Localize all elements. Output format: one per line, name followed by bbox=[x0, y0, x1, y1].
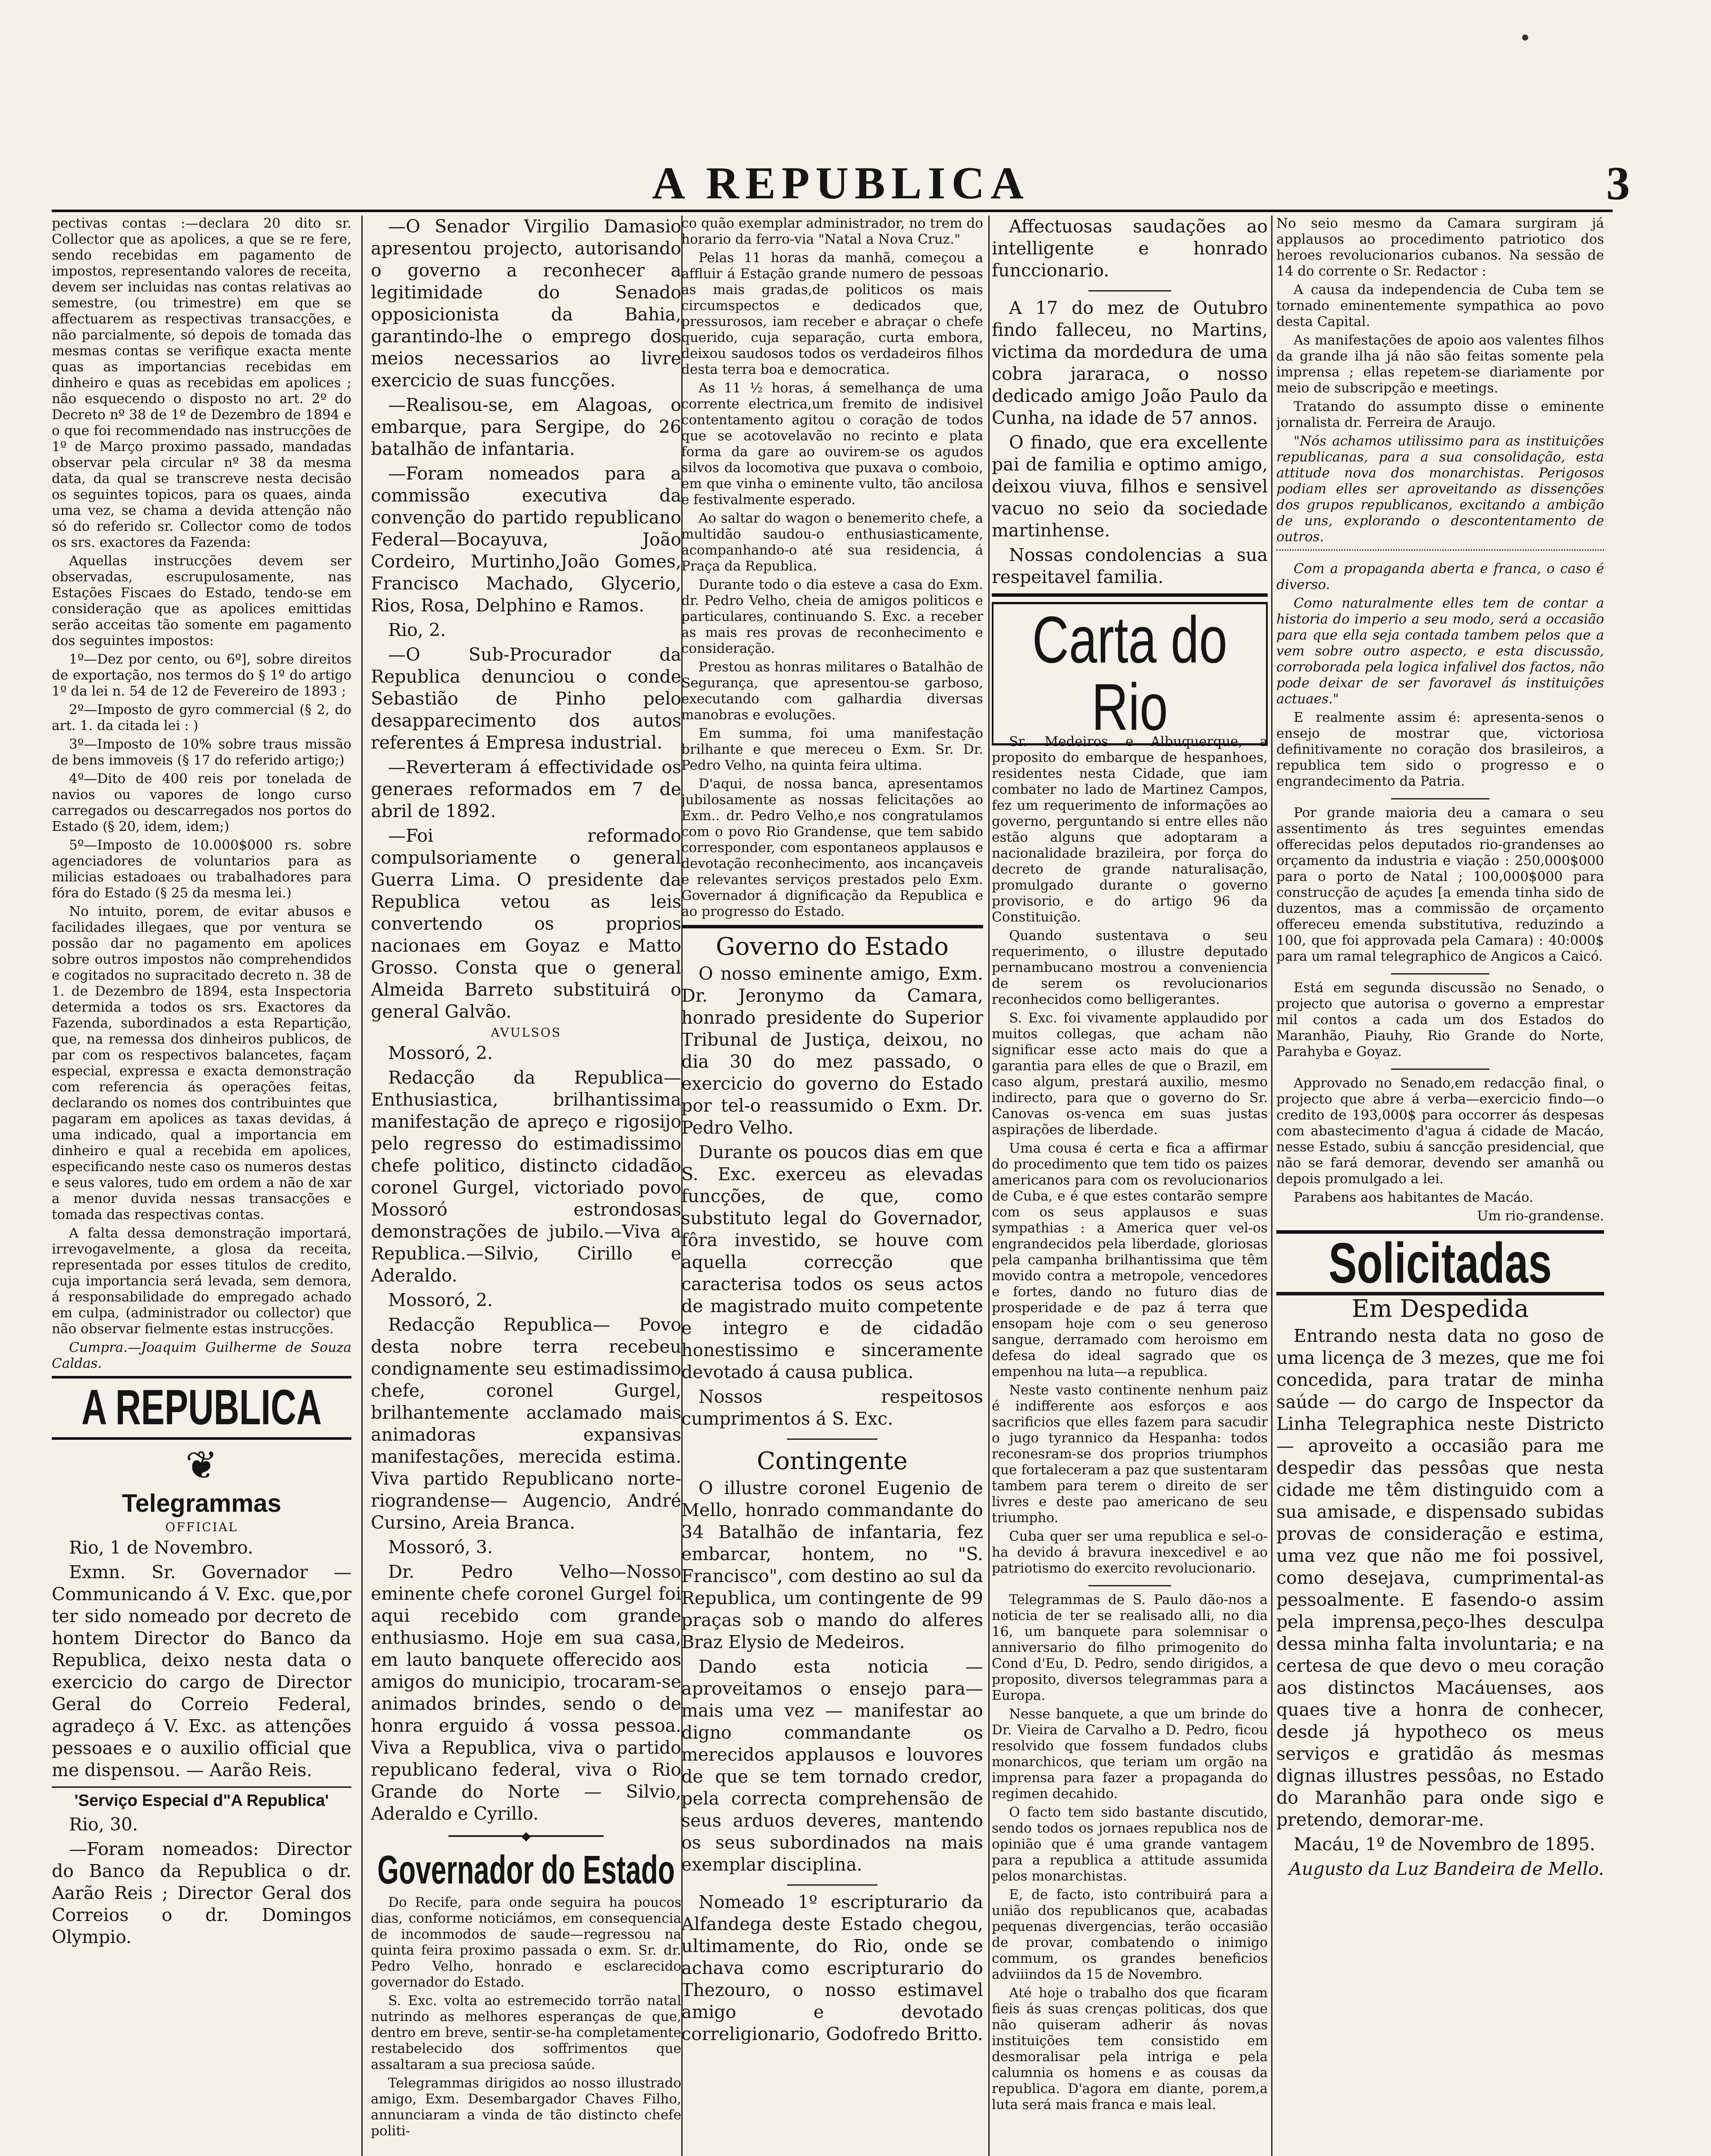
paragraph: A causa da independencia de Cuba tem se tornado eminentemente sympathica ao povo desta Capital. bbox=[1276, 282, 1604, 329]
divider bbox=[681, 1432, 983, 1445]
paragraph: Rio, 1 de Novembro. bbox=[69, 1537, 254, 1558]
paragraph: Nossos respeitosos cumprimentos á S. Exc. bbox=[681, 1386, 983, 1429]
page-number: 3 bbox=[1606, 157, 1630, 210]
subheading: OFFICIAL bbox=[165, 1520, 238, 1534]
section-heading: Governo do Estado bbox=[715, 933, 949, 961]
paragraph: Como naturalmente elles tem de contar a historia do imperio a seu modo, será a occasião para que ella seja contada tambem pelos que a vem sobre outro aspecto, e esta discussão, corroborada pela logica infalivel dos factos, não pode deixar de ser favoravel ás instituições actuaes." bbox=[1276, 595, 1604, 707]
paragraph: S. Exc. foi vivamente applaudido por muitos collegas, que acham não significar esse acto mais do que a garantia para elles de que o Brazil, em caso algum, prestará auxilio, mesmo indirecto, para que o governo do Sr. Canovas os-venca em suas justas aspirações de liberdade. bbox=[992, 1010, 1268, 1138]
paragraph: Por grande maioria deu a camara o seu assentimento ás tres seguintes emendas offerecidas pelos deputados rio-grandenses ao orçamento da industria e viação : 250,000$000 para o porto de Natal ; 100,000$000 para construcção de açudes [a emenda tinha sido de duzentos, mas a commissão de orçamento offereceu emenda substitutiva, reduzindo a 100, que foi approvada pela Camara) : 40:000$ para um ramal telegraphico de Angicos a Caicó. bbox=[1276, 805, 1604, 964]
paragraph: As manifestações de apoio aos valentes filhos da grande ilha já não são feitas somente pela imprensa ; ellas repetem-se diariamente por meio de subscripção e meetings. bbox=[1276, 332, 1604, 396]
paragraph: Está em segunda discussão no Senado, o projecto que autorisa o governo a emprestar mil contos a cada um dos Estados do Maranhão, Piauhy, Rio Grande do Norte, Parahyba e Goyaz. bbox=[1276, 980, 1604, 1059]
masthead bbox=[43, 157, 1639, 210]
section-heading: 'Serviço Especial d"A Republica' bbox=[52, 1786, 351, 1810]
paragraph: Prestou as honras militares o Batalhão de Segurança, que apresentou-se garboso, executando com galhardia diversas manobras e evoluções. bbox=[681, 659, 983, 723]
paragraph: —Foram nomeados para a commissão executiva da convenção do partido republicano Federal—Bocayuva, João Cordeiro, Murtinho,João Gomes, Francisco Machado, Glycerio, Rios, Rosa, Delphino e Ramos. bbox=[371, 463, 681, 616]
republica-heading-box bbox=[52, 1376, 351, 1440]
paragraph: Dando esta noticia —aproveitamos o ensejo para—mais uma vez — manifestar ao digno commandante os merecidos applausos e louvores de que se tem tornado credor, pela correcta comprehensão de seus arduos deveres, mantendo os seus subordinados na mais exemplar disciplina. bbox=[681, 1656, 983, 1875]
paragraph: O nosso eminente amigo, Exm. Dr. Jeronymo da Camara, honrado presidente do Superior Tribunal de Justiça, deixou, no dia 30 do mez passado, o exercicio do governo do Estado por tel-o reassumido o Exm. Dr. Pedro Velho. bbox=[681, 963, 983, 1138]
paragraph: Telegrammas de S. Paulo dão-nos a noticia de ter se realisado alli, no dia 16, um banquete para solemnisar o anniversario do filho primogenito do Cond d'Eu, D. Pedro, sendo dirigidos, a proposito, diversos telegrammas para a Europa. bbox=[992, 1592, 1268, 1703]
signature: Augusto da Luz Bandeira de Mello. bbox=[1289, 1858, 1604, 1879]
paragraph: co quão exemplar administrador, no trem do horario da ferro-via "Natal a Nova Cruz." bbox=[681, 216, 983, 247]
paragraph: "Nós achamos utilissimo para as instituições republicanas, para a sua consolidação, esta attitude nova dos monarchistas. Perigosos podiam elles ser aproveitando as dissenções dos grupos republicanos, excitando a ambição de uns, explorando o descontentamento de outros. bbox=[1276, 433, 1604, 545]
paragraph: Rio, 2. bbox=[388, 620, 446, 640]
paragraph: Telegrammas dirigidos ao nosso illustrado amigo, Exm. Desembargador Chaves Filho, annunciaram a vinda de tão distincto chefe politi- bbox=[371, 2075, 681, 2139]
paragraph: Em summa, foi uma manifestação brilhante e que mereceu o Exm. Sr. Dr. Pedro Velho, na quinta feira ultima. bbox=[681, 726, 983, 773]
paragraph: S. Exc. volta ao estremecido torrão natal nutrindo as melhores esperanças de que, dentro em breve, sentir-se-ha completamente restabelecido dos soffrimentos que assaltaram a sua preciosa saúde. bbox=[371, 1993, 681, 2072]
subheading: AVULSOS bbox=[491, 1025, 561, 1040]
paragraph: —Reverteram á effectividade os generaes reformados em 7 de abril de 1892. bbox=[371, 757, 681, 821]
section-heading: Carta do Rio bbox=[992, 602, 1268, 746]
paragraph: —Foi reformado compulsoriamente o general Guerra Lima. O presidente da Republica vetou as leis convertendo os proprios nacionaes em Goyaz e Matto Grosso. Consta que o general Almeida Barreto substituirá o general Galvão. bbox=[371, 825, 681, 1022]
paragraph: O facto tem sido bastante discutido, sendo todos os jornaes republica nos de opinião que é uma grande vantagem para a republica a attitude assumida pelos monarchistas. bbox=[992, 1805, 1268, 1884]
paragraph: Sr. Medeiros e Albuquerque, a proposito do embarque de hespanhoes, residentes nesta Cidade, que iam combater no lado de Martinez Campos, fez um requerimento de informações ao governo, perguntando si entre elles não estão alguns que adoptaram a nacionalidade brazileira, por força do decreto de grande naturalisação, promulgado durante o governo provisorio, e do artigo 96 da Constituição. bbox=[992, 734, 1268, 925]
column-rule bbox=[1271, 216, 1272, 2156]
speck bbox=[1522, 34, 1528, 41]
paragraph: Durante os poucos dias em que S. Exc. exerceu as elevadas funcções, de que, como substituto legal do Governador, fôra investido, se houve com aquella correcção que caracterisa todos os seus actos de magistrado muito competente e integro e de cidadão honestissimo e sinceramente devotado á causa publica. bbox=[681, 1142, 983, 1382]
paragraph: Tratando do assumpto disse o eminente jornalista dr. Ferreira de Araujo. bbox=[1276, 399, 1604, 430]
ornament-divider bbox=[371, 1827, 681, 1845]
paragraph: Do Recife, para onde seguira ha poucos dias, conforme noticiámos, em consequencia de incommodos de saude—regressou na quinta feira proximo passada o exm. Sr. dr. Pedro Velho, honrado e esclarecido governador do Estado. bbox=[371, 1895, 681, 1990]
paragraph: O finado, que era excellente pai de familia e optimo amigo, deixou viuva, filhos e sensivel vacuo no seio da sociedade martinhense. bbox=[992, 432, 1268, 541]
paragraph: —Realisou-se, em Alagoas, o embarque, para Sergipe, do 26 batalhão de infantaria. bbox=[371, 395, 681, 459]
paragraph: O illustre coronel Eugenio de Mello, honrado commandante do 34 Batalhão de infantaria, fez embarcar, hontem, no "S. Francisco", com destino ao sul da Republica, um contingente de 99 praças sob o mando do alferes Braz Elysio de Medeiros. bbox=[681, 1478, 983, 1652]
column-1 bbox=[52, 216, 351, 2156]
paragraph: Cuba quer ser uma republica e sel-o-ha devido á bravura inexcedivel e ao patriotismo do exercito revolucionario. bbox=[992, 1529, 1268, 1576]
section-heading: Em Despedida bbox=[1351, 1295, 1529, 1323]
signature: Um rio-grandense. bbox=[1477, 1208, 1604, 1224]
column-3 bbox=[681, 216, 983, 2156]
column-5 bbox=[1276, 216, 1604, 2156]
paragraph: Exmn. Sr. Governador — Communicando á V. Exc. que,por ter sido nomeado por decreto de hontem Director do Banco da Republica, deixo nesta data o exercicio do cargo de Director Geral do Correio Federal, agradeço á V. Exc. as attenções pessoaes e o auxilio official que me dispensou. — Aarão Reis. bbox=[52, 1562, 351, 1780]
paragraph: Parabens aos habitantes de Macáo. bbox=[1294, 1190, 1533, 1205]
paragraph: Mossoró, 3. bbox=[388, 1537, 493, 1557]
paragraph: pectivas contas :—declara 20 dito sr. Collector que as apolices, a que se re fere, sendo recebidas em pagamento de impostos, representando valores de receita, devem ser incluidas nas contas relativas ao semestre, (ou trimestre) em que se affectuarem as respectivas transacções, e não parcialmente, só depois de tomada das mesmas contas se verifique exacta mente quas as importancias recebidas em dinheiro e quas as recebidas em apolices ; não esquecendo o disposto no art. 2º do Decreto nº 38 de 1º de Dezembro de 1894 e o que foi recommendado nas instrucções de 1º de Março proximo passado, mandadas observar pela circular nº 38 da mesma data, da qual se transcreve nesta decisão os seguintes topicos, para os quaes, ainda uma vez, se chama a devida attenção não só do referido sr. Collector como de todos os srs. exactores da Fazenda: bbox=[52, 216, 351, 550]
paragraph: 5º—Imposto de 10.000$000 rs. sobre agenciadores de voluntarios para as milicias estadoaes ou trabalhadores para fóra do Estado (§ 25 da mesma lei.) bbox=[52, 837, 351, 901]
divider bbox=[992, 593, 1268, 597]
paragraph: Nomeado 1º escripturario da Alfandega deste Estado chegou, ultimamente, do Rio, onde se achava como escripturario do Thezouro, o nosso estimavel amigo e devotado correligionario, Godofredo Britto. bbox=[681, 1892, 983, 2044]
section-heading: Governador do Estado bbox=[377, 1847, 675, 1893]
column-rule bbox=[988, 216, 990, 2156]
newspaper-title: A REPUBLICA bbox=[652, 158, 1030, 208]
paragraph: E, de facto, isto contribuirá para a união dos republicanos que, acabadas pequenas divergencias, terão occasião de provar, combatendo o inimigo commum, os grandes beneficios adviiindos da 15 de Novembro. bbox=[992, 1887, 1268, 1982]
divider bbox=[992, 284, 1268, 297]
paragraph: Até hoje o trabalho dos que ficaram fieis ás suas crenças politicas, dos que não quiseram adherir ás novas instituições tem consistido em desmoralisar pela intriga e pela calumnia os homens e as cousas da republica. D'agora em diante, porem,a luta será mais franca e mais leal. bbox=[992, 1985, 1268, 2112]
signature: Cumpra.—Joaquim Guilherme de Souza Caldas. bbox=[52, 1340, 351, 1371]
paragraph: Nesse banquete, a que um brinde do Dr. Vieira de Carvalho a D. Pedro, ficou resolvido que fossem fundados clubs monarchicos, que teriam um orgão na imprensa para fazer a propaganda do regimen decahido. bbox=[992, 1706, 1268, 1802]
section-heading: Contingente bbox=[757, 1447, 908, 1475]
paragraph: As 11 ½ horas, á semelhança de uma corrente electrica,um fremito de indisivel contentamento agitou o coração de todos que se acotovelavão no recinto e plata forma da gare ao ouvirem-se os agudos silvos da locomotiva que puxava o comboio, em que vinha o eminente vulto, tão ancilosa e festivalmente esperado. bbox=[681, 380, 983, 508]
paragraph: Macáu, 1º de Novembro de 1895. bbox=[1294, 1834, 1595, 1855]
column-2 bbox=[371, 216, 681, 2156]
paragraph: No seio mesmo da Camara surgiram já applausos ao procedimento patriotico dos heroes revolucionarios cubanos. Na sessão de 14 do corrente o Sr. Redactor : bbox=[1276, 216, 1604, 279]
paragraph: 1º—Dez por cento, ou 6º], sobre direitos de exportação, nos termos do § 1º do artigo 1º da lei n. 54 de 12 de Fevereiro de 1893 ; bbox=[52, 652, 351, 699]
section-heading: Solicitadas bbox=[1276, 1230, 1604, 1295]
masthead-rule bbox=[52, 210, 1613, 212]
paragraph: 4º—Dito de 400 reis por tonelada de navios ou vapores de longo curso carregados ou descarregados nos portos do Estado (§ 20, idem, idem;) bbox=[52, 771, 351, 834]
divider bbox=[1276, 967, 1604, 980]
divider bbox=[1276, 792, 1604, 805]
paragraph: D'aqui, de nossa banca, apresentamos jubilosamente as nossas felicitações ao Exm.. dr. Pedro Velho,e nos congratulamos com o povo Rio Grandense, que tem sabido corresponder, com espontaneos applausos e devotação reconhecimento, aos incançaveis e relevantes serviços prestados pelo Exm. Governador á dignificação da Republica e ao progresso do Estado. bbox=[681, 776, 983, 919]
paragraph: 3º—Imposto de 10% sobre traus missão de bens immoveis (§ 17 do referido artigo;) bbox=[52, 736, 351, 768]
paragraph: Affectuosas saudações ao intelligente e honrado funccionario. bbox=[992, 216, 1268, 281]
paragraph: Mossoró, 2. bbox=[388, 1290, 493, 1310]
paragraph: No intuito, porem, de evitar abusos e facilidades illegaes, que por ventura se possão dar no pagamento em apolices sobre outros impostos não comprehendidos e cogitados no supracitado decreto n. 38 de 1. de Dezembro de 1894, esta Inspectoria determida a todos os srs. Exactores da Fazenda, subordinados a esta Repartição, que, na remessa dos dinheiros publicos, de par com os respectivos balancetes, façam especial, expressa e exacta demonstração com referencia ás operações feitas, declarando os nomes dos contribuintes que pagaram em apolices as taxas devidas, á uma indicado, qual a importancia em dinheiro e qual a recebida em apolices, especificando neste caso os numeros destas e seus valores, tudo em ordem a não de xar a menor duvida nessas transacções e tomada das respectivas contas. bbox=[52, 904, 351, 1222]
divider bbox=[992, 1579, 1268, 1592]
paragraph: Entrando nesta data no goso de uma licença de 3 mezes, que me foi concedida, para tratar de minha saúde — do cargo de Inspector da Linha Telegraphica neste Districto — aproveito a occasião para me despedir das pessôas que nesta cidade me têm distinguido com a sua amisade, e dispensado subidas provas de consideração e estima, uma vez que não me foi possivel, como desejava, cumprimental-as pessoalmente. E fasendo-o assim pela imprensa,peço-lhes desculpa dessa minha falta involuntaria; e na certesa de que devo o meu coração aos distinctos Macáuenses, aos quaes tive a honra de conhecer, desde já hypotheco os meus serviços e gratidão ás mesmas dignas illustres pessôas, no Estado do Maranhão para onde sigo e pretendo, demorar-me. bbox=[1276, 1326, 1604, 1830]
paragraph: Approvado no Senado,em redacção final, o projecto que abre á verba—exercicio findo—o credito de 193,000$ para occorrer ás despesas com abastecimento d'agua á cidade de Macáo, nesse Estado, subiu á sancção presidencial, que não se fará demorar, devendo ser amanhã ou depois promulgado a lei. bbox=[1276, 1075, 1604, 1187]
paragraph: Mossoró, 2. bbox=[388, 1043, 493, 1063]
paragraph: Redacção da Republica—Enthusiastica, brilhantissima manifestação de apreço e rigosijo pelo regresso do estimadissimo chefe politico, distincto cidadão coronel Gurgel, victoriado povo Mossoró estrondosas demonstrações de jubilo.—Viva a Republica.—Silvio, Cirillo e Aderaldo. bbox=[371, 1067, 681, 1286]
dotted-divider bbox=[1276, 549, 1604, 557]
section-heading: Telegrammas bbox=[122, 1489, 282, 1517]
column-4 bbox=[992, 216, 1268, 2156]
paragraph: Com a propaganda aberta e franca, o caso é diverso. bbox=[1276, 561, 1604, 592]
paragraph: Durante todo o dia esteve a casa do Exm. dr. Pedro Velho, cheia de amigos politicos e particulares, continuando S. Exc. a receber as mais res provas de reconhecimento e consideração. bbox=[681, 577, 983, 656]
paragraph: Rio, 30. bbox=[69, 1814, 138, 1835]
column-rule bbox=[361, 216, 363, 2156]
paragraph: —Foram nomeados: Director do Banco da Republica o dr. Aarão Reis ; Director Geral dos Correios o dr. Domingos Olympio. bbox=[52, 1839, 351, 1947]
paragraph: —O Sub-Procurador da Republica denunciou o conde Sebastião de Pinho pelo desapparecimento dos autos referentes á Empresa industrial. bbox=[371, 644, 681, 753]
divider bbox=[681, 1878, 983, 1891]
divider bbox=[681, 925, 983, 928]
paragraph: —O Senador Virgilio Damasio apresentou projecto, autorisando o governo a reconhecer a legitimidade do Senado opposicionista da Bahia, garantindo-lhe o emprego dos meios necessarios ao livre exercicio de suas funcções. bbox=[371, 216, 681, 391]
feather-icon: ❦ bbox=[185, 1443, 218, 1488]
paragraph: A 17 do mez de Outubro findo falleceu, no Martins, victima da mordedura de uma cobra jararaca, o nosso dedicado amigo João Paulo da Cunha, na idade de 57 annos. bbox=[992, 298, 1268, 428]
paragraph: Nossas condolencias a sua respeitavel familia. bbox=[992, 545, 1268, 587]
paragraph: Redacção Republica— Povo desta nobre terra recebeu condignamente seu estimadissimo chefe, coronel Gurgel, brilhantemente acclamado mais animadoras expansivas manifestações, merecida estima. Viva partido Republicano norte-riograndense— Augencio, André Cursino, Areia Branca. bbox=[371, 1314, 681, 1533]
paragraph: Ao saltar do wagon o benemerito chefe, a multidão saudou-o enthusiasticamente, acompanhando-o até sua residencia, á Praça da Republica. bbox=[681, 511, 983, 574]
section-heading: A REPUBLICA bbox=[81, 1380, 322, 1435]
paragraph: Neste vasto continente nenhum paiz é indifferente aos esforços e aos sacrificios que elles fazem para sacudir o jugo tyrannico da Hespanha: todos reconesram-se dos proprios triumphos que fortaleceram a paz que sustentaram tambem para terem o direito de ser livres e deste pao americano de seu triumpho. bbox=[992, 1382, 1268, 1526]
divider bbox=[1276, 1062, 1604, 1075]
paragraph: Uma cousa é certa e fica a affirmar do procedimento que tem tido os paizes americanos para com os revolucionarios de Cuba, e é que estes contarão sempre com os seus applausos e suas sympathias : a America quer vel-os engrandecidos pela liberdade, gloriosas pela campanha brilhantissima que têm movido contra a metropole, vencedores e fortes, dando no futuro dias de prosperidade e de paz á terra que ensopam hoje com o seu generoso sangue, derramado com heroismo em defesa do ideal sagrado que os empenhou na luta—a republica. bbox=[992, 1141, 1268, 1379]
paragraph: Aquellas instrucções devem ser observadas, escrupulosamente, nas Estações Fiscaes do Estado, tendo-se em consideração que as apolices emittidas serão acceitas tão somente em pagamento dos seguintes impostos: bbox=[52, 553, 351, 649]
paragraph: A falta dessa demonstração importará, irrevogavelmente, a glosa da receita, representada por esses titulos de credito, cuja importancia será levada, sem demora, á responsabilidade do empregado achado em culpa, (administrador ou collector) que não observar fielmente estas instrucções. bbox=[52, 1225, 351, 1337]
paragraph: E realmente assim é: apresenta-senos o ensejo de mostrar que, victoriosa definitivamente no coração dos brasileiros, a republica tem sido o progresso e o engrandecimento da Patria. bbox=[1276, 710, 1604, 789]
paragraph: 2º—Imposto de gyro commercial (§ 2, do art. 1. da citada lei : ) bbox=[52, 702, 351, 733]
paragraph: Dr. Pedro Velho—Nosso eminente chefe coronel Gurgel foi aqui recebido com grande enthusiasmo. Hoje em sua casa, em lauto banquete offerecido aos amigos do municipio, trocaram-se animados brindes, sendo o de honra erguido á vossa pessoa. Viva a Republica, viva o partido republicano federal, viva o Rio Grande do Norte — Silvio, Aderaldo e Cyrillo. bbox=[371, 1561, 681, 1824]
paragraph: Quando sustentava o seu requerimento, o illustre deputado pernambucano mostrou a conveniencia de serem os revolucionarios reconhecidos como belligerantes. bbox=[992, 928, 1268, 1007]
paragraph: Pelas 11 horas da manhã, começou a affluir á Estação grande numero de pessoas as mais gradas,de politicos os mais circumspectos e dedicados que, pressurosos, iam receber e abraçar o chefe querido, cuja separação, curta embora, deixou saudosos todos os verdadeiros filhos desta terra boa e democratica. bbox=[681, 250, 983, 377]
